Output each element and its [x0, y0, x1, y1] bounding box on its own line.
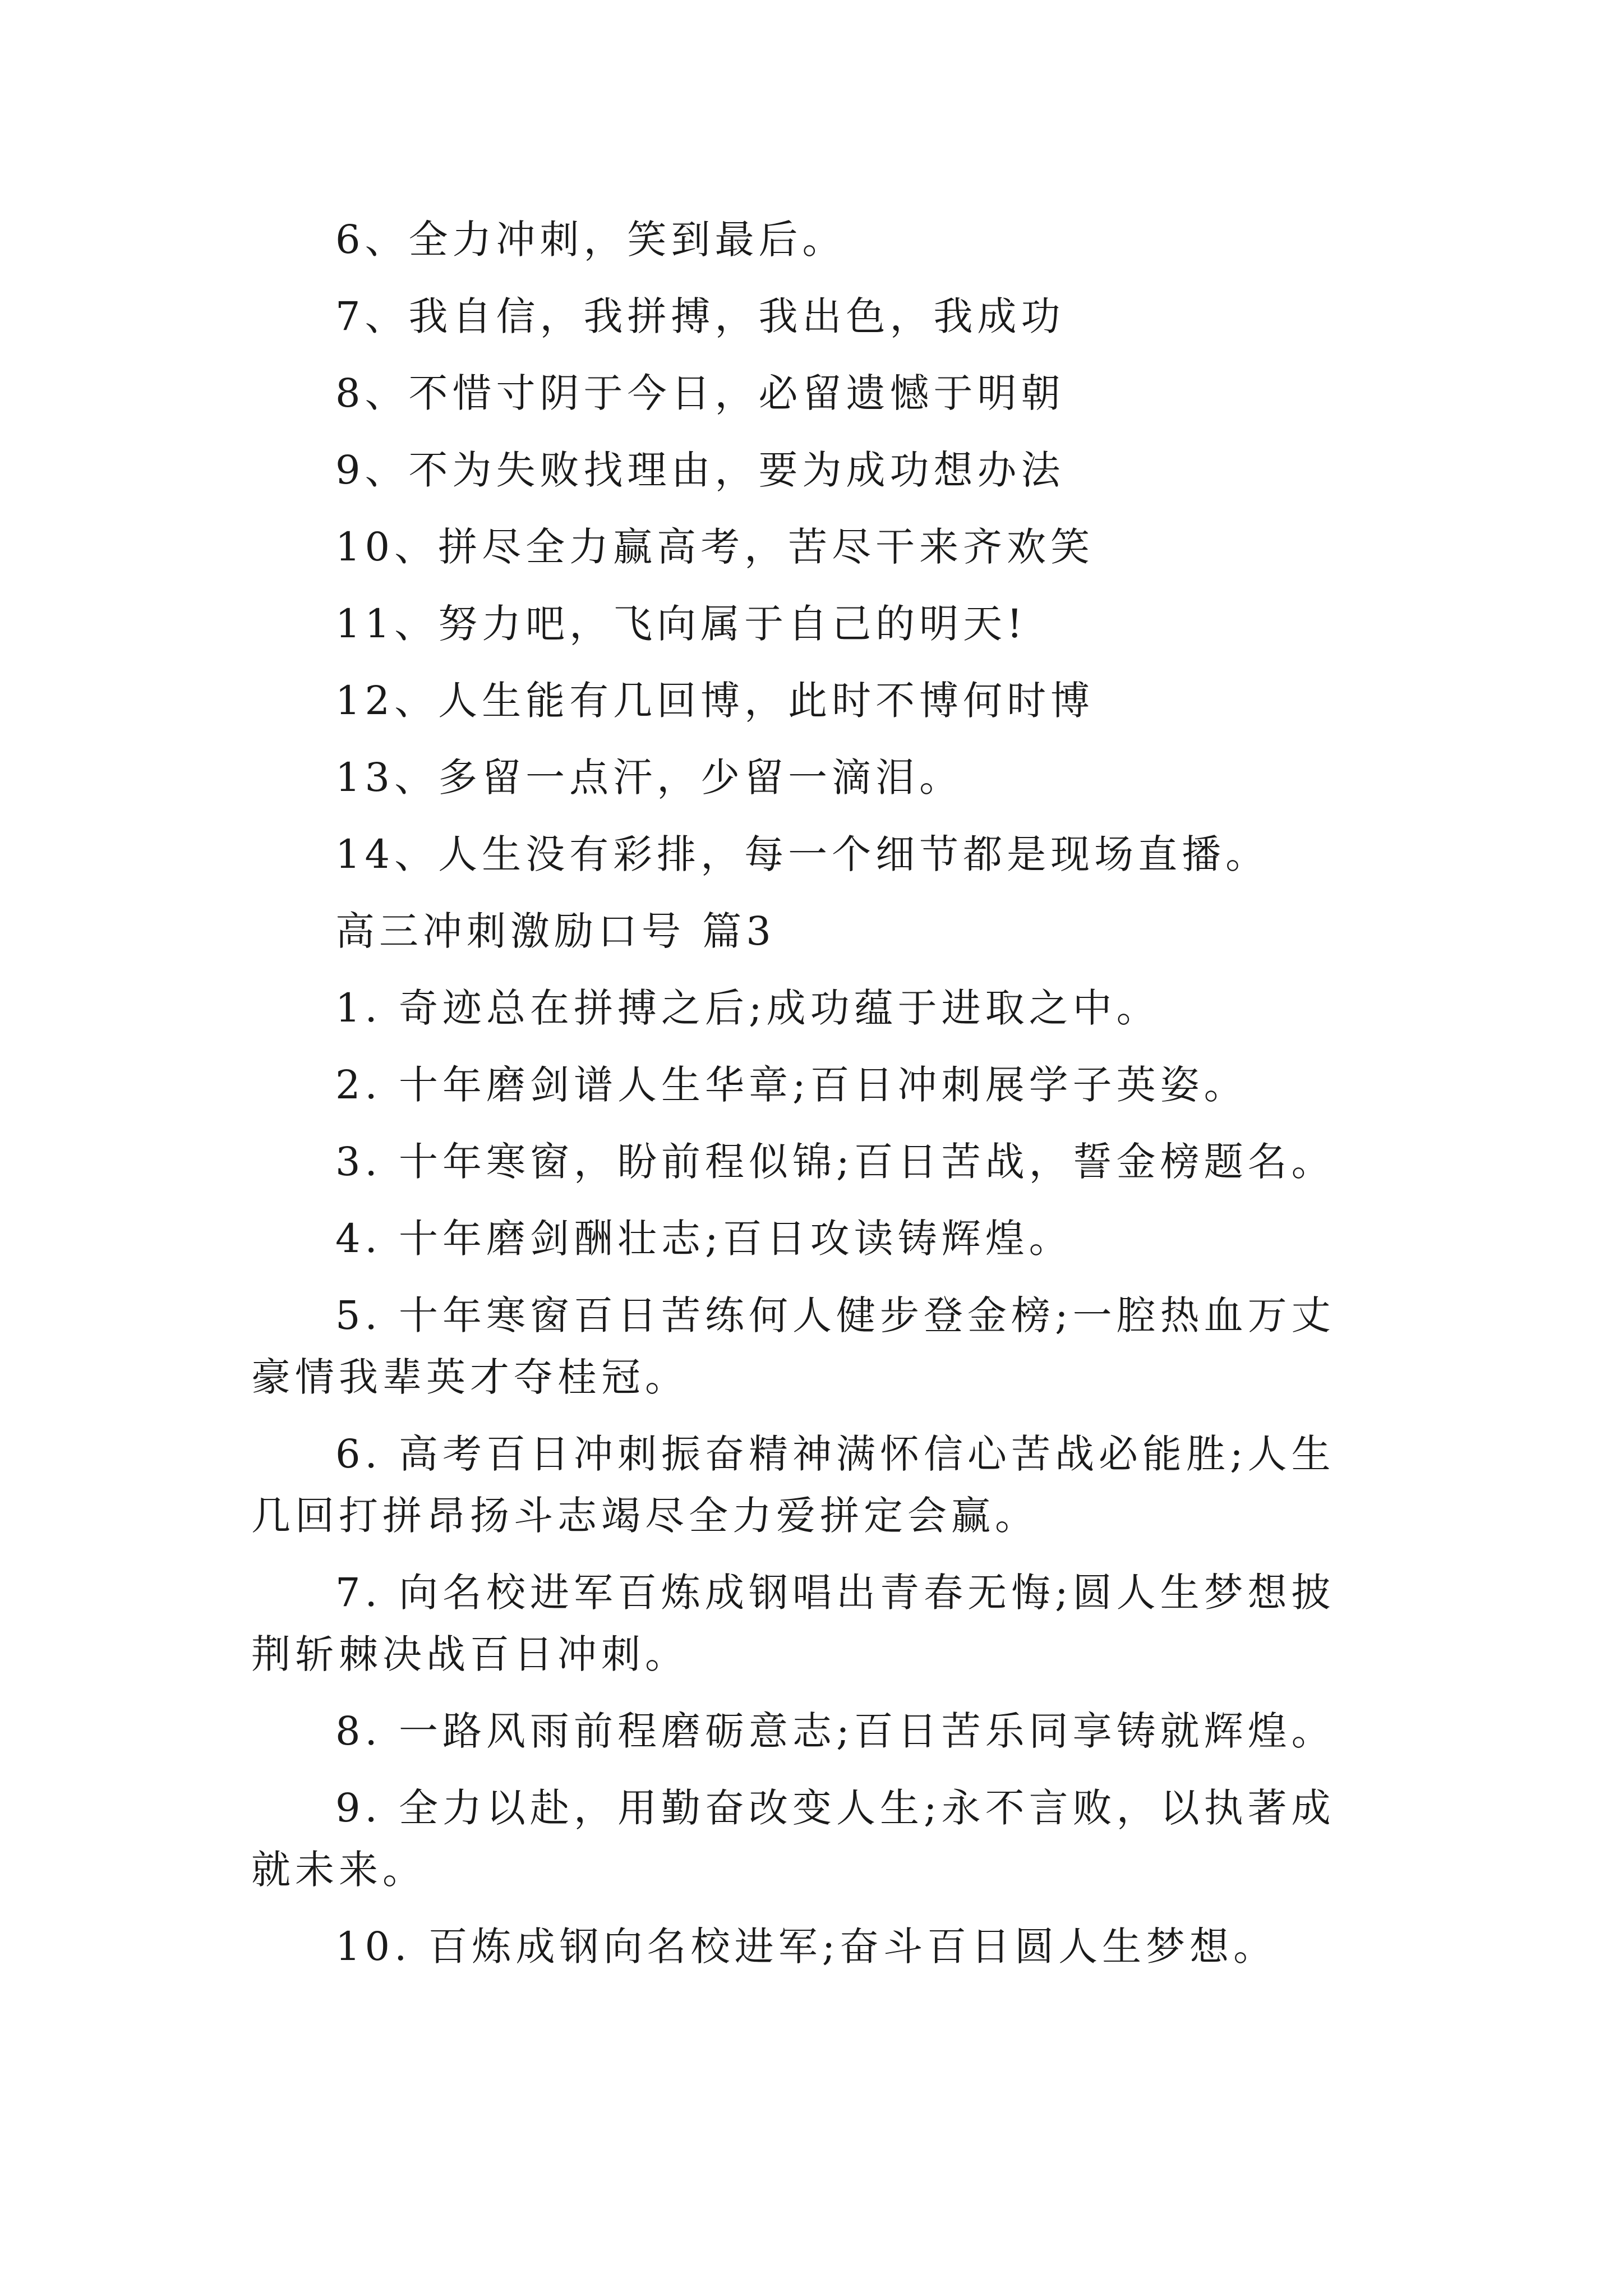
list-item: 11、努力吧，飞向属于自己的明天!: [335, 601, 1027, 647]
list-item: 14、人生没有彩排，每一个细节都是现场直播。: [335, 831, 1270, 877]
section-heading: 高三冲刺激励口号 篇3: [335, 908, 776, 954]
list-item: 10、拼尽全力赢高考，苦尽干来齐欢笑: [335, 524, 1095, 570]
list-item: 8. 一路风雨前程磨砺意志;百日苦乐同享铸就辉煌。: [335, 1708, 1335, 1754]
list-item: 3. 十年寒窗，盼前程似锦;百日苦战，誓金榜题名。: [335, 1139, 1335, 1185]
list-item: 12、人生能有几回博，此时不博何时博: [335, 678, 1095, 724]
list-item: 4. 十年磨剑酬壮志;百日攻读铸辉煌。: [335, 1216, 1073, 1262]
document-body: [251, 209, 1378, 1993]
list-item: 9、不为失败找理由，要为成功想办法: [335, 447, 1065, 493]
list-item: 6. 高考百日冲刺振奋精神满怀信心苦战必能胜;人生几回打拼昂扬斗志竭尽全力爱拼定会赢。: [251, 1431, 1335, 1539]
list-item: 1. 奇迹总在拼搏之后;成功蕴于进取之中。: [335, 985, 1160, 1031]
list-item: 2. 十年磨剑谱人生华章;百日冲刺展学子英姿。: [335, 1062, 1248, 1108]
list-item: 10. 百炼成钢向名校进军;奋斗百日圆人生梦想。: [335, 1924, 1278, 1970]
list-item: 7、我自信，我拼搏，我出色，我成功: [335, 293, 1065, 339]
list-item: 13、多留一点汗，少留一滴泪。: [335, 754, 963, 800]
list-item: 6、全力冲刺，笑到最后。: [335, 217, 846, 263]
list-item: 9. 全力以赴，用勤奋改变人生;永不言败，以执著成就未来。: [251, 1785, 1335, 1893]
list-item: 5. 十年寒窗百日苦练何人健步登金榜;一腔热血万丈豪情我辈英才夺桂冠。: [251, 1292, 1335, 1400]
list-item: 8、不惜寸阴于今日，必留遗憾于明朝: [335, 370, 1065, 416]
list-item: 7. 向名校进军百炼成钢唱出青春无悔;圆人生梦想披荆斩棘决战百日冲刺。: [251, 1570, 1335, 1677]
